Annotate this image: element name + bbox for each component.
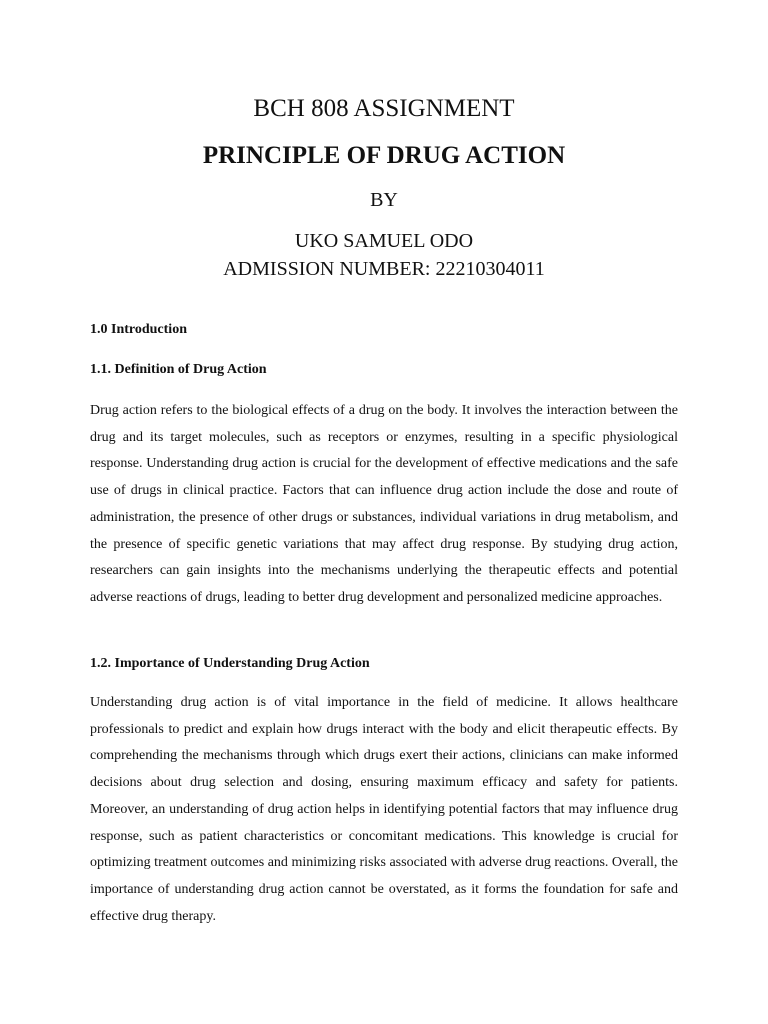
section-heading-introduction: 1.0 Introduction xyxy=(90,322,187,337)
section-heading-importance: 1.2. Importance of Understanding Drug Action xyxy=(90,656,370,671)
admission-number: ADMISSION NUMBER: 22210304011 xyxy=(223,258,545,280)
paragraph-definition: Drug action refers to the biological effects of a drug on the body. It involves the interaction between the drug and its target molecules, such as receptors or enzymes, resulting in a specific physiological response. Understanding drug action is crucial for the development of effective medications and the safe use of drugs in clinical practice. Factors that can influence drug action include the dose and route of administration, the presence of other drugs or substances, individual variations in drug metabolism, and the presence of specific genetic variations that may affect drug response. By studying drug action, researchers can gain insights into the mechanisms underlying the therapeutic effects and potential adverse reactions of drugs, leading to better drug development and personalized medicine approaches. xyxy=(90,403,678,605)
document-title: PRINCIPLE OF DRUG ACTION xyxy=(202,142,566,169)
paragraph-importance: Understanding drug action is of vital importance in the field of medicine. It allows healthcare professionals to predict and explain how drugs interact with the body and elicit therapeutic effects. By comprehending the mechanisms through which drugs exert their actions, clinicians can make informed decisions about drug selection and dosing, ensuring maximum efficacy and safety for patients. Moreover, an understanding of drug action helps in identifying potential factors that may influence drug response, such as patient characteristics or concomitant medications. This knowledge is crucial for optimizing treatment outcomes and minimizing risks associated with adverse drug reactions. Overall, the importance of understanding drug action cannot be overstated, as it forms the foundation for safe and effective drug therapy. xyxy=(90,695,678,924)
author-name: UKO SAMUEL ODO xyxy=(294,230,474,252)
assignment-title: BCH 808 ASSIGNMENT xyxy=(253,95,515,122)
section-heading-definition: 1.1. Definition of Drug Action xyxy=(90,362,267,377)
by-line: BY xyxy=(370,189,398,211)
